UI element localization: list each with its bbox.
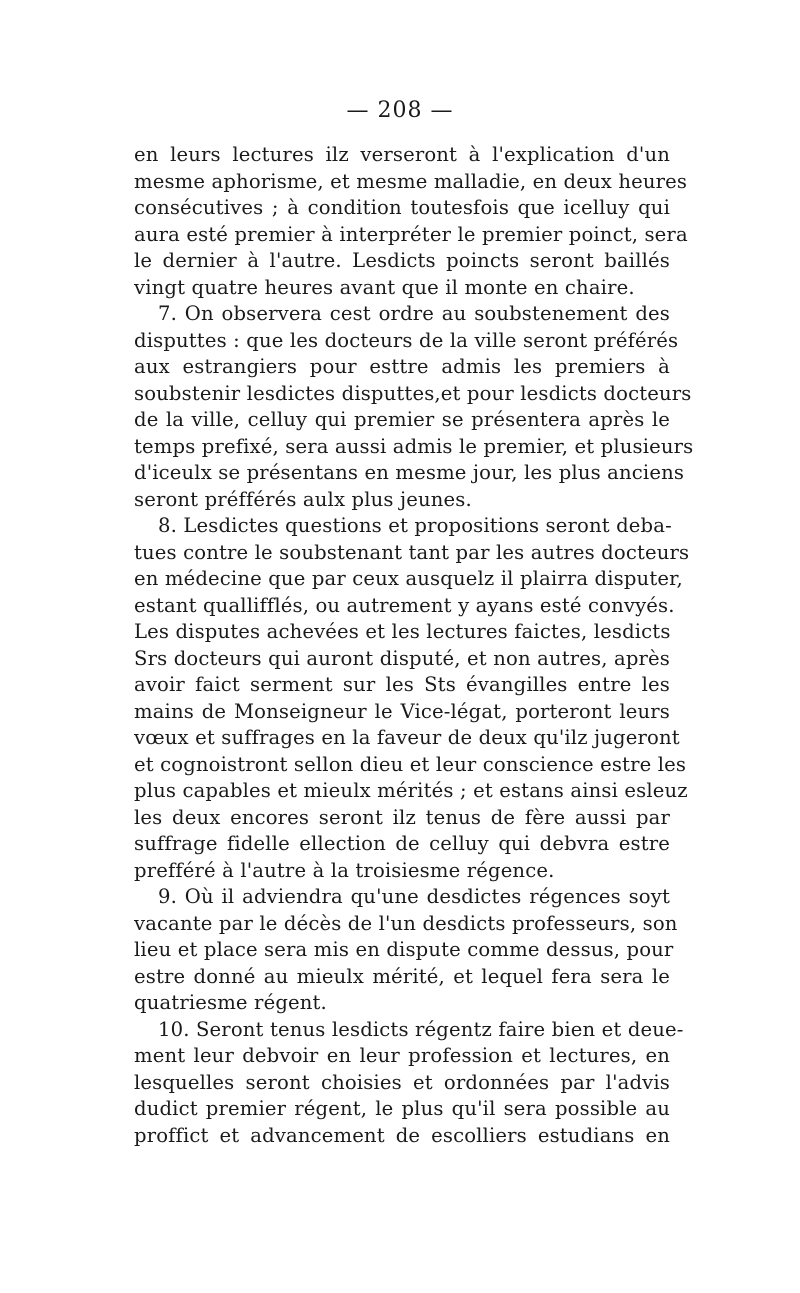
text-line: 9. Où il adviendra qu'une desdictes régences soyt <box>158 885 670 908</box>
text-line: suffrage fidelle ellection de celluy qui debvra estre <box>134 832 670 855</box>
text-line: aux estrangiers pour esttre admis les premiers à <box>134 355 670 378</box>
text-line: estant quallifflés, ou autrement y ayans esté convyés. <box>134 593 675 617</box>
text-line: temps prefixé, sera aussi admis le premier, et plusieurs <box>134 434 694 458</box>
text-line: mains de Monseigneur le Vice-légat, porteront leurs <box>134 699 670 723</box>
text-line: lesquelles seront choisies et ordonnées par l'advis <box>134 1070 670 1094</box>
text-line: en médecine que par ceux ausquelz il plairra disputer, <box>134 567 683 590</box>
text-line: dudict premier régent, le plus qu'il sera possible au <box>134 1097 670 1120</box>
text-line: seront préfférés aulx plus jeunes. <box>134 487 472 511</box>
text-line: avoir faict serment sur les Sts évangilles entre les <box>134 673 670 696</box>
text-line: d'iceulx se présentans en mesme jour, les plus anciens <box>134 461 685 484</box>
text-line: vacante par le décès de l'un desdicts professeurs, son <box>134 911 678 935</box>
text-line: plus capables et mieulx mérités ; et estans ainsi esleuz <box>134 779 688 802</box>
text-line: disputtes : que les docteurs de la ville seront préférés <box>134 328 679 352</box>
body-text <box>134 142 694 1149</box>
text-line: Les disputes achevées et les lectures faictes, lesdicts <box>134 620 671 643</box>
text-line: les deux encores seront ilz tenus de fère aussi par <box>134 805 670 829</box>
text-line: et cognoistront sellon dieu et leur conscience estre les <box>134 752 687 776</box>
text-line: 10. Seront tenus lesdicts régentz faire bien et deue- <box>158 1017 684 1041</box>
text-line: ment leur debvoir en leur profession et lectures, en <box>134 1044 670 1067</box>
page-number: — 208 — <box>346 98 454 123</box>
text-line: tues contre le soubstenant tant par les autres docteurs <box>134 540 690 564</box>
text-line: proffict et advancement de escolliers estudians en <box>134 1123 670 1147</box>
text-line: aura esté premier à interpréter le premier poinct, sera <box>134 222 688 246</box>
text-line: 8. Lesdictes questions et propositions seront deba- <box>158 514 672 537</box>
text-line: soubstenir lesdictes disputtes,et pour lesdicts docteurs <box>134 381 692 405</box>
text-line: consécutives ; à condition toutesfois que icelluy qui <box>134 196 670 219</box>
text-line: lieu et place sera mis en dispute comme dessus, pour <box>134 938 674 961</box>
text-line: vingt quatre heures avant que il monte en chaire. <box>134 275 635 299</box>
text-line: mesme aphorisme, et mesme malladie, en deux heures <box>134 169 688 193</box>
text-line: vœux et suffrages en la faveur de deux qu'ilz jugeront <box>134 726 680 749</box>
text-line: de la ville, celluy qui premier se présentera après le <box>134 408 670 431</box>
text-line: quatriesme régent. <box>134 991 327 1014</box>
text-line: en leurs lectures ilz verseront à l'explication d'un <box>134 143 670 166</box>
text-line: le dernier à l'autre. Lesdicts poincts seront baillés <box>134 249 670 272</box>
text-line: 7. On observera cest ordre au soubstenement des <box>158 302 670 325</box>
text-line: prefféré à l'autre à la troisiesme régence. <box>134 858 555 882</box>
text-line: Srs docteurs qui auront disputé, et non autres, après <box>134 646 670 670</box>
text-line: estre donné au mieulx mérité, et lequel fera sera le <box>134 964 670 988</box>
